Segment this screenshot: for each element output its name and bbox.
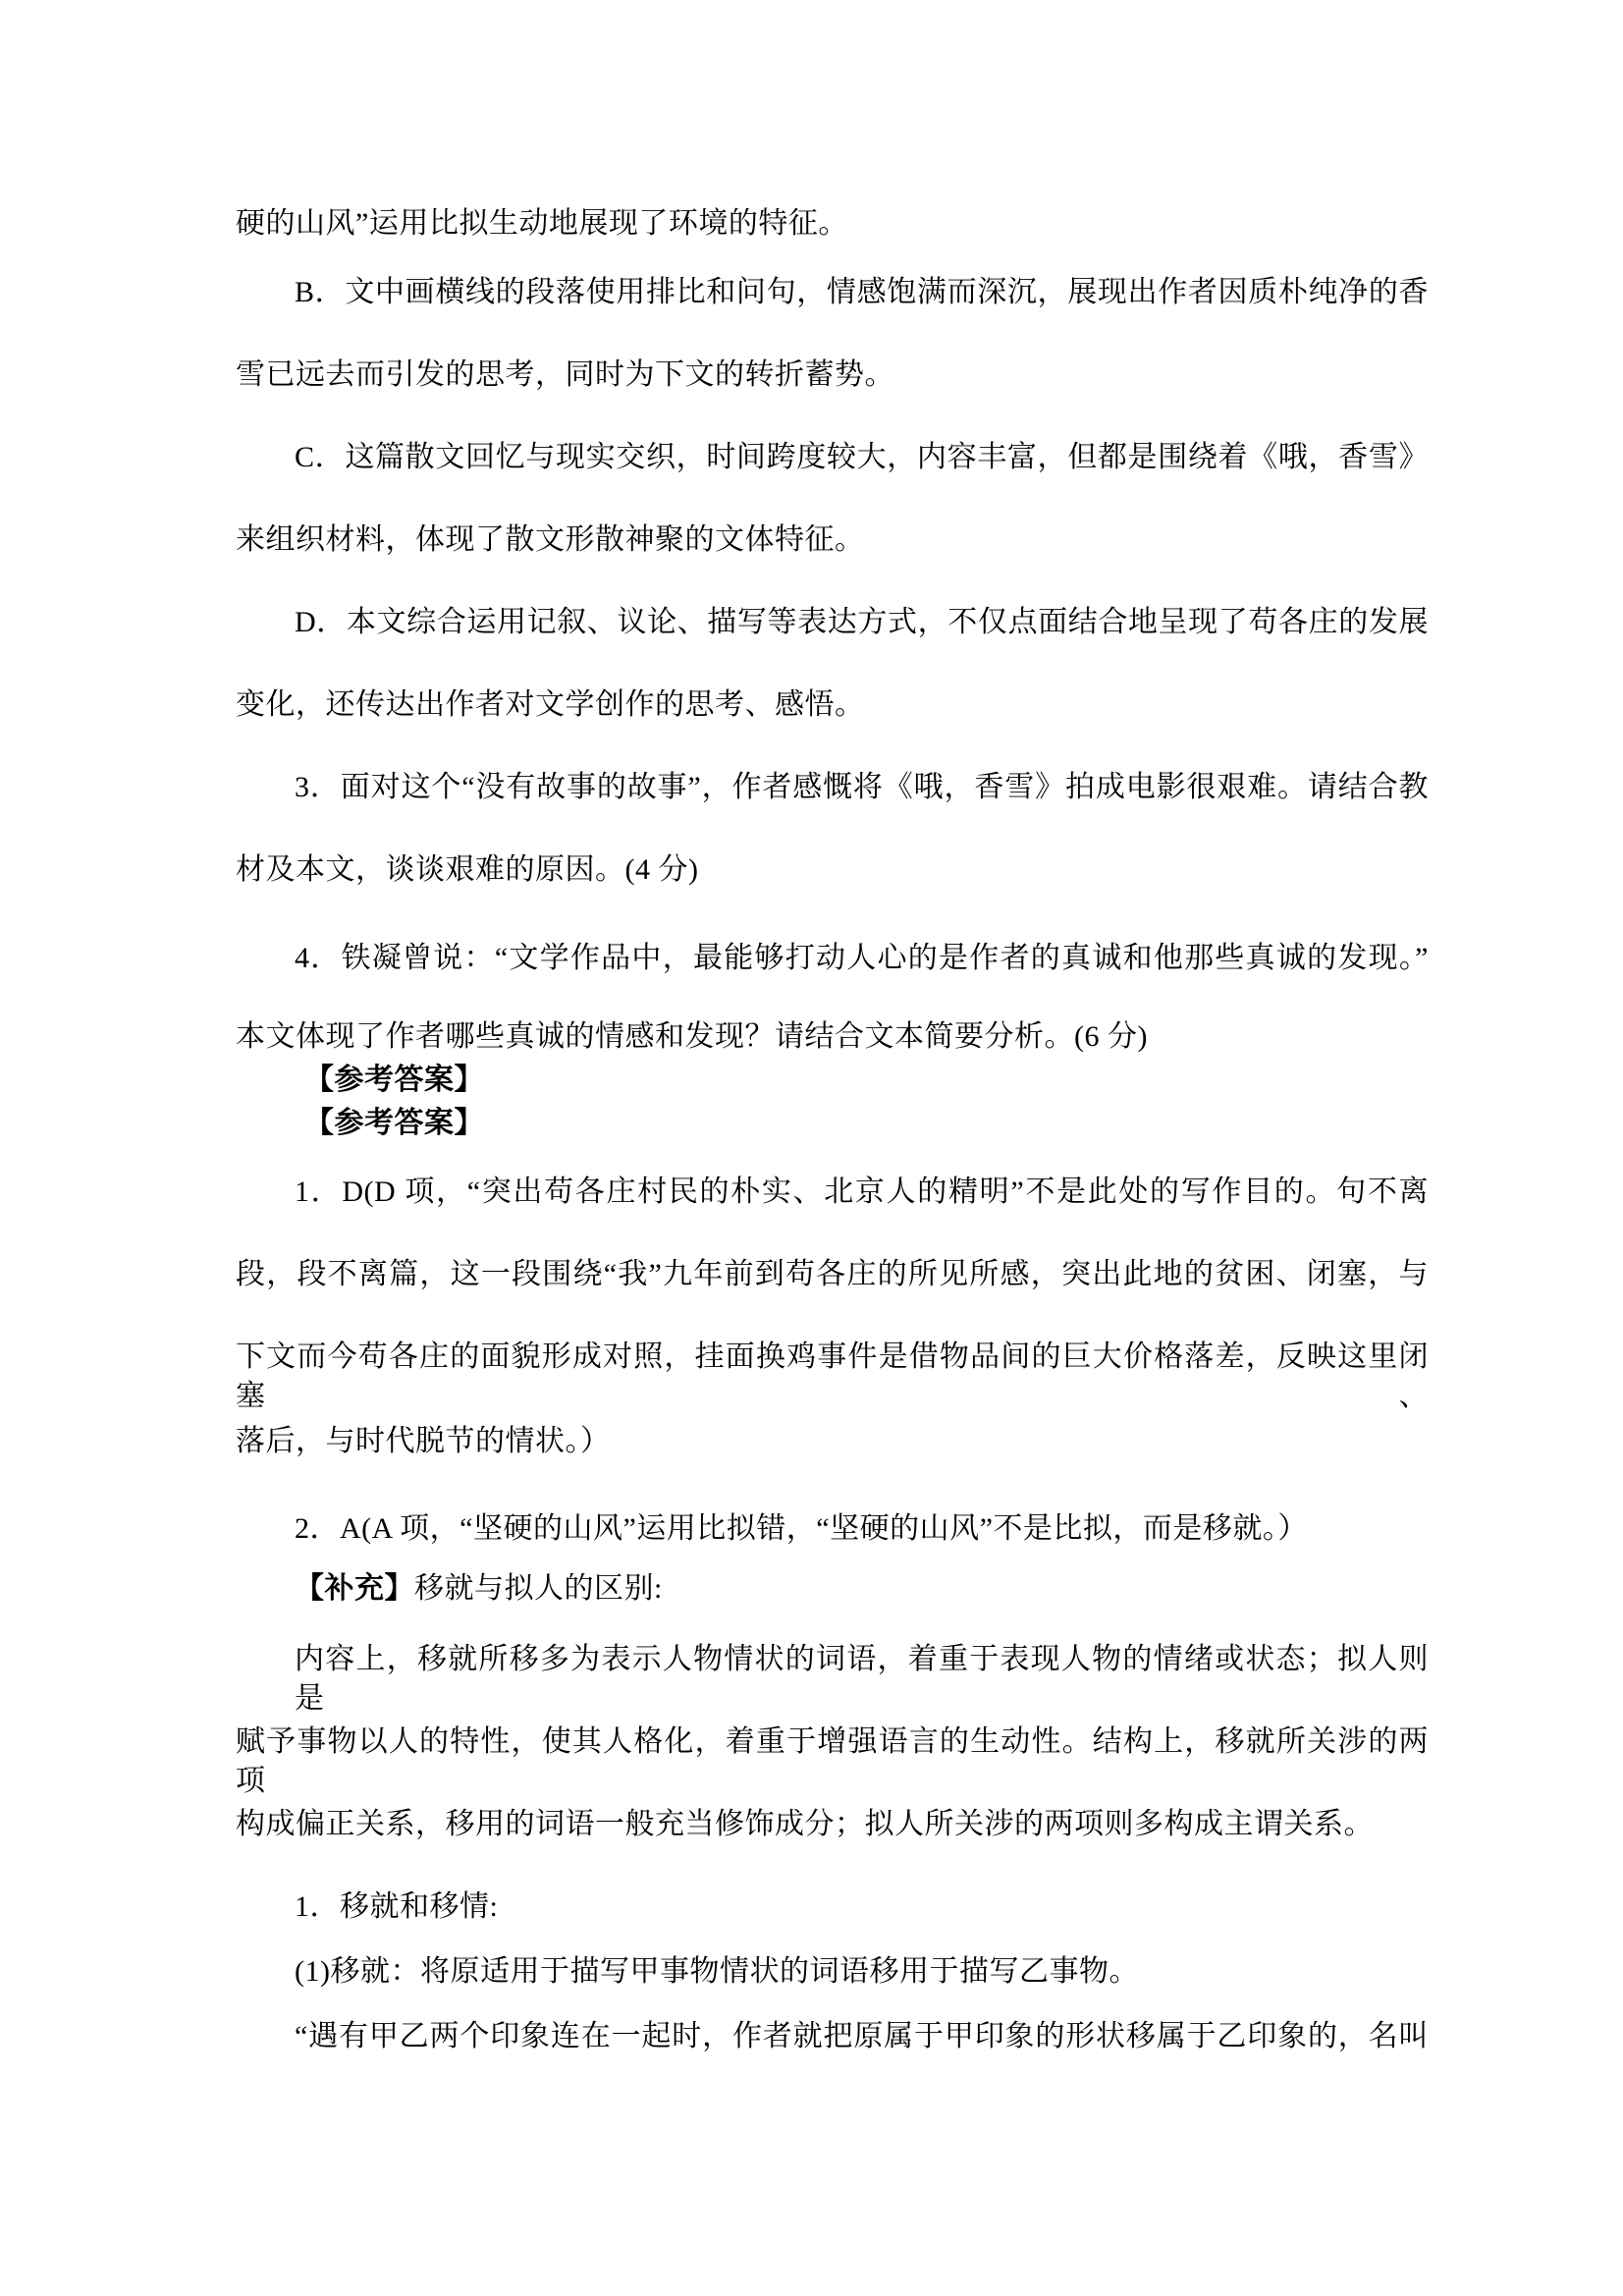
line-option-d-end	[236, 685, 1429, 725]
line-text: 2．A(A 项，“坚硬的山风”运用比拟错，“坚硬的山风”不是比拟，而是移就。）	[295, 1512, 1308, 1545]
line-answer-1-l4	[236, 1422, 1429, 1461]
line-text: D．本文综合运用记叙、议论、描写等表达方式，不仅点面结合地呈现了苟各庄的发展	[295, 606, 1429, 638]
line-option-c-start	[295, 438, 1429, 477]
line-chenwangdao-quote	[295, 2017, 1429, 2056]
line-text: 1．D(D 项，“突出苟各庄村民的朴实、北京人的精明”不是此处的写作目的。句不离	[295, 1175, 1429, 1208]
reference-answer-heading-1	[304, 1061, 1438, 1100]
line-yijiu-vs-niren-l1	[295, 1640, 1429, 1719]
heading-text: 【参考答案】	[304, 1064, 484, 1096]
line-text: B．文中画横线的段落使用排比和问句，情感饱满而深沉，展现出作者因质朴纯净的香	[295, 276, 1429, 308]
line-text: 3．面对这个“没有故事的故事”，作者感慨将《哦，香雪》拍成电影很艰难。请结合教	[295, 771, 1429, 803]
line-text: 硬的山风”运用比拟生动地展现了环境的特征。	[236, 207, 848, 240]
line-option-b-end	[236, 355, 1429, 395]
line-yijiu-vs-niren-l3	[236, 1805, 1429, 1844]
line-text: 内容上，移就所移多为表示人物情状的词语，着重于表现人物的情绪或状态；拟人则是	[295, 1643, 1429, 1715]
line-text: “遇有甲乙两个印象连在一起时，作者就把原属于甲印象的形状移属于乙印象的，名叫	[295, 2020, 1429, 2052]
line-answer-1-l1	[295, 1173, 1429, 1212]
line-text: 构成偏正关系，移用的词语一般充当修饰成分；拟人所关涉的两项则多构成主谓关系。	[236, 1808, 1374, 1840]
line-text: 移就与拟人的区别:	[414, 1572, 663, 1605]
line-option-d-start	[295, 603, 1429, 642]
line-answer-1-l2	[236, 1255, 1429, 1294]
line-option-a-tail	[236, 204, 1429, 244]
line-yijiu-definition	[295, 1952, 1429, 1992]
line-text: 变化，还传达出作者对文学创作的思考、感悟。	[236, 688, 865, 721]
line-text: 赋予事物以人的特性，使其人格化，着重于增强语言的生动性。结构上，移就所关涉的两项	[236, 1725, 1429, 1797]
line-yijiu-vs-niren-l2	[236, 1722, 1429, 1801]
line-question-4-end	[236, 1017, 1429, 1057]
line-question-4-start	[295, 939, 1429, 978]
line-question-3-end	[236, 850, 1429, 890]
line-text: 段，段不离篇，这一段围绕“我”九年前到苟各庄的所见所感，突出此地的贫困、闭塞，与	[236, 1258, 1429, 1290]
line-question-3-start	[295, 768, 1429, 807]
line-text: 来组织材料，体现了散文形散神聚的文体特征。	[236, 523, 865, 556]
supplement-heading	[295, 1569, 1429, 1609]
line-text: 落后，与时代脱节的情状。）	[236, 1425, 611, 1457]
line-answer-1-l3	[236, 1338, 1429, 1416]
line-text: 4．铁凝曾说：“文学作品中，最能够打动人心的是作者的真诚和他那些真诚的发现。”	[295, 942, 1429, 974]
line-text: (1)移就：将原适用于描写甲事物情状的词语移用于描写乙事物。	[295, 1955, 1139, 1988]
line-text: 下文而今苟各庄的面貌形成对照，挂面换鸡事件是借物品间的巨大价格落差，反映这里闭塞、	[236, 1340, 1429, 1412]
line-text: 材及本文，谈谈艰难的原因。(4 分)	[236, 853, 699, 886]
line-option-c-end	[236, 520, 1429, 560]
heading-yijiu-yiqing	[295, 1887, 1429, 1927]
line-text: C．这篇散文回忆与现实交织，时间跨度较大，内容丰富，但都是围绕着《哦，香雪》	[295, 441, 1429, 473]
line-option-b-start	[295, 273, 1429, 312]
line-text: 本文体现了作者哪些真诚的情感和发现？请结合文本简要分析。(6 分)	[236, 1020, 1148, 1053]
line-text: 1．移就和移情:	[295, 1890, 499, 1923]
supplement-label: 【补充】	[295, 1572, 414, 1605]
line-answer-2	[295, 1509, 1429, 1549]
heading-text: 【参考答案】	[304, 1107, 484, 1139]
reference-answer-heading-2	[304, 1104, 1438, 1143]
line-text: 雪已远去而引发的思考，同时为下文的转折蓄势。	[236, 358, 894, 391]
